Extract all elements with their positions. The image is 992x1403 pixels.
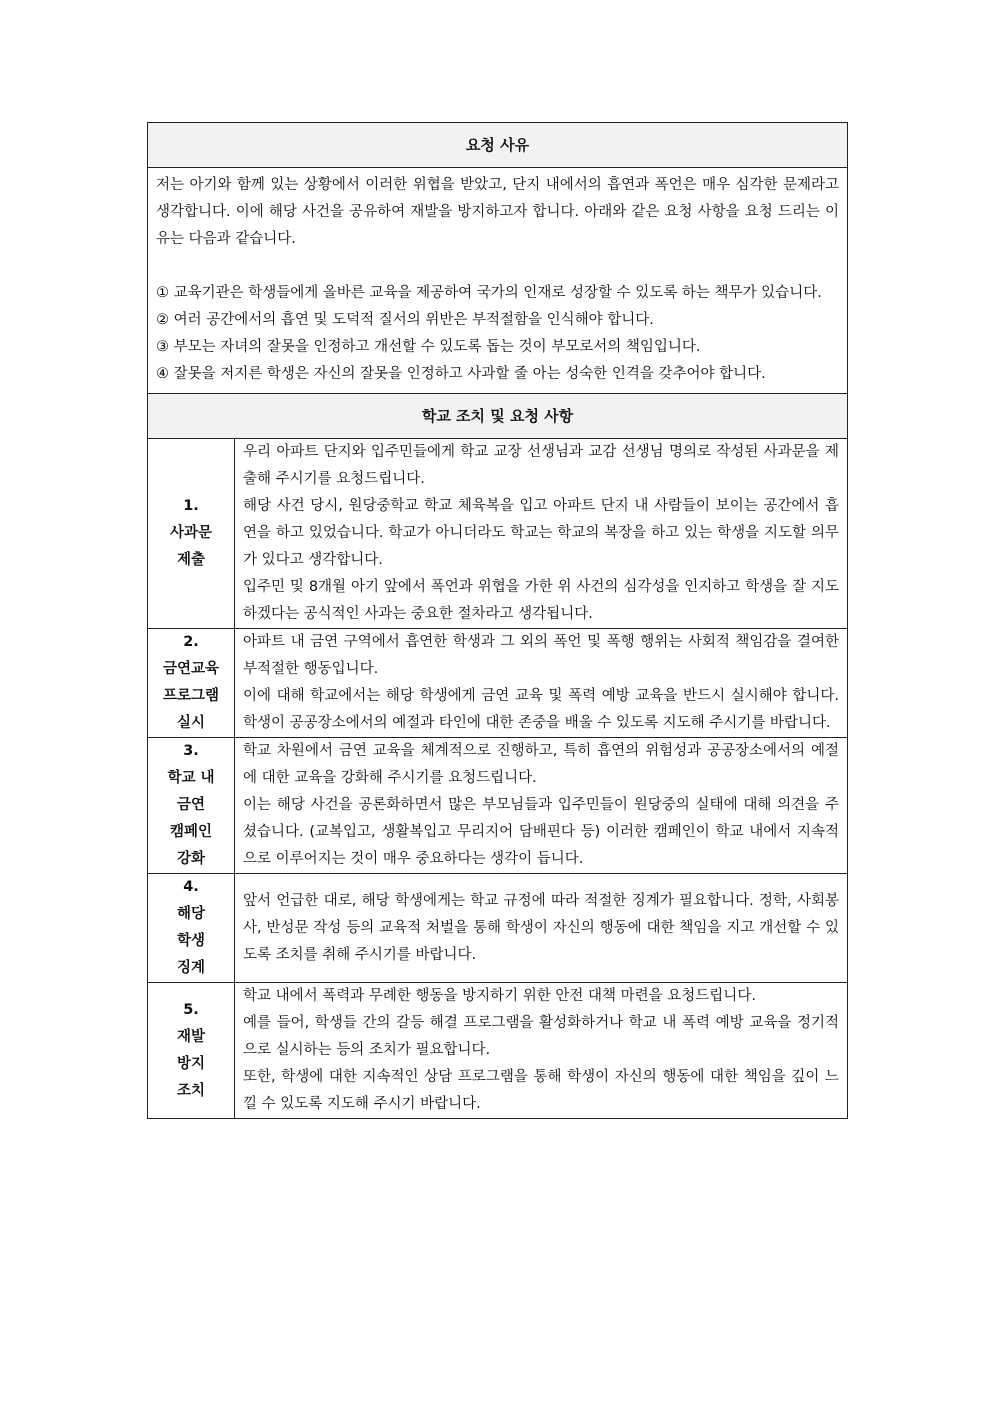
measure-row-apology (148, 439, 848, 629)
request-document-table (147, 122, 848, 1119)
measure-paragraph: 학교 차원에서 금연 교육을 체계적으로 진행하고, 특히 흡연의 위험성과 공공장소에서의 예절에 대한 교육을 강화해 주시기를 요청드립니다. (243, 743, 839, 786)
measures-heading: 학교 조치 및 요청 사항 (148, 394, 848, 439)
measure-label-line: 1. (183, 498, 199, 514)
reason-body-row (148, 168, 848, 394)
measures-heading-row (148, 394, 848, 439)
measure-content (235, 629, 848, 738)
measure-label-line: 3. (183, 743, 199, 759)
measure-label-line: 실시 (176, 715, 205, 731)
measure-row-prevention (148, 983, 848, 1119)
measure-paragraph: 입주민 및 8개월 아기 앞에서 폭언과 위협을 가한 위 사건의 심각성을 인지하고 학생을 잘 지도하겠다는 공식적인 사과는 중요한 절차라고 생각됩니다. (243, 579, 839, 622)
measure-content (235, 874, 848, 983)
reason-point: ① 교육기관은 학생들에게 올바른 교육을 제공하여 국가의 인재로 성장할 수 있도록 하는 책무가 있습니다. (156, 285, 822, 301)
measure-label-line: 학교 내 (167, 770, 215, 786)
measure-label (148, 738, 235, 874)
measure-label-line: 제출 (176, 552, 205, 568)
measure-label (148, 439, 235, 629)
measure-paragraph: 또한, 학생에 대한 지속적인 상담 프로그램을 통해 학생이 자신의 행동에 대한 책임을 깊이 느낄 수 있도록 지도해 주시기 바랍니다. (243, 1069, 839, 1112)
measure-paragraph: 이는 해당 사건을 공론화하면서 많은 부모님들과 입주민들이 원당중의 실태에 대해 의견을 주셨습니다. (교복입고, 생활복입고 무리지어 담배핀다 등) 이러한 캠페인이 학교 내에서 지속적으로 이루어지는 것이 매우 중요하다는 생각이 듭니다. (243, 797, 839, 867)
reason-intro: 저는 아기와 함께 있는 상황에서 이러한 위협을 받았고, 단지 내에서의 흡연과 폭언은 매우 심각한 문제라고 생각합니다. 이에 해당 사건을 공유하여 재발을 방지하고자 합니다. 아래와 같은 요청 사항을 요청 드리는 이유는 다음과 같습니다. (156, 177, 839, 247)
measure-label-line: 재발 (176, 1028, 205, 1045)
measure-label-line: 학생 (176, 933, 205, 949)
measure-content (235, 439, 848, 629)
reason-heading-row (148, 123, 848, 168)
measure-label-line: 금연 (176, 797, 205, 813)
measure-paragraph: 해당 사건 당시, 원당중학교 학교 체육복을 입고 아파트 단지 내 사람들이 보이는 공간에서 흡연을 하고 있었습니다. 학교가 아니더라도 학교는 학교의 복장을 하고 있는 학생을 지도할 의무가 있다고 생각합니다. (243, 498, 839, 568)
measure-label-line: 5. (183, 1001, 199, 1018)
measure-label-line: 프로그램 (162, 688, 220, 704)
measure-label-line: 방지 (176, 1055, 205, 1072)
measure-paragraph: 아파트 내 금연 구역에서 흡연한 학생과 그 외의 폭언 및 폭행 행위는 사회적 책임감을 결여한 부적절한 행동입니다. (243, 634, 839, 677)
reason-body (148, 168, 848, 394)
measure-paragraph: 우리 아파트 단지와 입주민들에게 학교 교장 선생님과 교감 선생님 명의로 작성된 사과문을 제출해 주시기를 요청드립니다. (243, 444, 839, 487)
measure-paragraph: 이에 대해 학교에서는 해당 학생에게 금연 교육 및 폭력 예방 교육을 반드시 실시해야 합니다. 학생이 공공장소에서의 예절과 타인에 대한 존중을 배울 수 있도록 지도해 주시기를 바랍니다. (243, 688, 839, 731)
reason-spacer (156, 253, 839, 280)
measure-paragraph: 예를 들어, 학생들 간의 갈등 해결 프로그램을 활성화하거나 학교 내 폭력 예방 교육을 정기적으로 실시하는 등의 조치가 필요합니다. (243, 1015, 839, 1058)
measure-content (235, 983, 848, 1119)
measure-label-line: 강화 (176, 851, 205, 867)
measure-label (148, 629, 235, 738)
reason-point: ③ 부모는 자녀의 잘못을 인정하고 개선할 수 있도록 돕는 것이 부모로서의 책임입니다. (156, 339, 701, 355)
measure-label-line: 조치 (176, 1082, 205, 1099)
measure-paragraph: 학교 내에서 폭력과 무례한 행동을 방지하기 위한 안전 대책 마련을 요청드립니다. (243, 988, 756, 1004)
reason-point: ④ 잘못을 저지른 학생은 자신의 잘못을 인정하고 사과할 줄 아는 성숙한 인격을 갖추어야 합니다. (156, 366, 766, 382)
measure-content (235, 738, 848, 874)
measure-row-education (148, 629, 848, 738)
measure-label-line: 해당 (176, 906, 205, 922)
measure-label-line: 징계 (176, 960, 205, 976)
measure-label-line: 캠페인 (169, 824, 213, 840)
measure-label-line: 4. (183, 879, 199, 895)
measure-label (148, 983, 235, 1119)
measure-label-line: 2. (183, 634, 199, 650)
measure-row-discipline (148, 874, 848, 983)
reason-heading: 요청 사유 (148, 123, 848, 168)
measure-label-line: 금연교육 (162, 661, 220, 677)
reason-point: ② 여러 공간에서의 흡연 및 도덕적 질서의 위반은 부적절함을 인식해야 합니다. (156, 312, 654, 328)
measure-label-line: 사과문 (169, 525, 213, 541)
measure-row-campaign (148, 738, 848, 874)
measure-paragraph: 앞서 언급한 대로, 해당 학생에게는 학교 규정에 따라 적절한 징계가 필요합니다. 정학, 사회봉사, 반성문 작성 등의 교육적 처벌을 통해 학생이 자신의 행동에 대한 책임을 지고 개선할 수 있도록 조치를 취해 주시기를 바랍니다. (243, 892, 839, 963)
measure-label (148, 874, 235, 983)
